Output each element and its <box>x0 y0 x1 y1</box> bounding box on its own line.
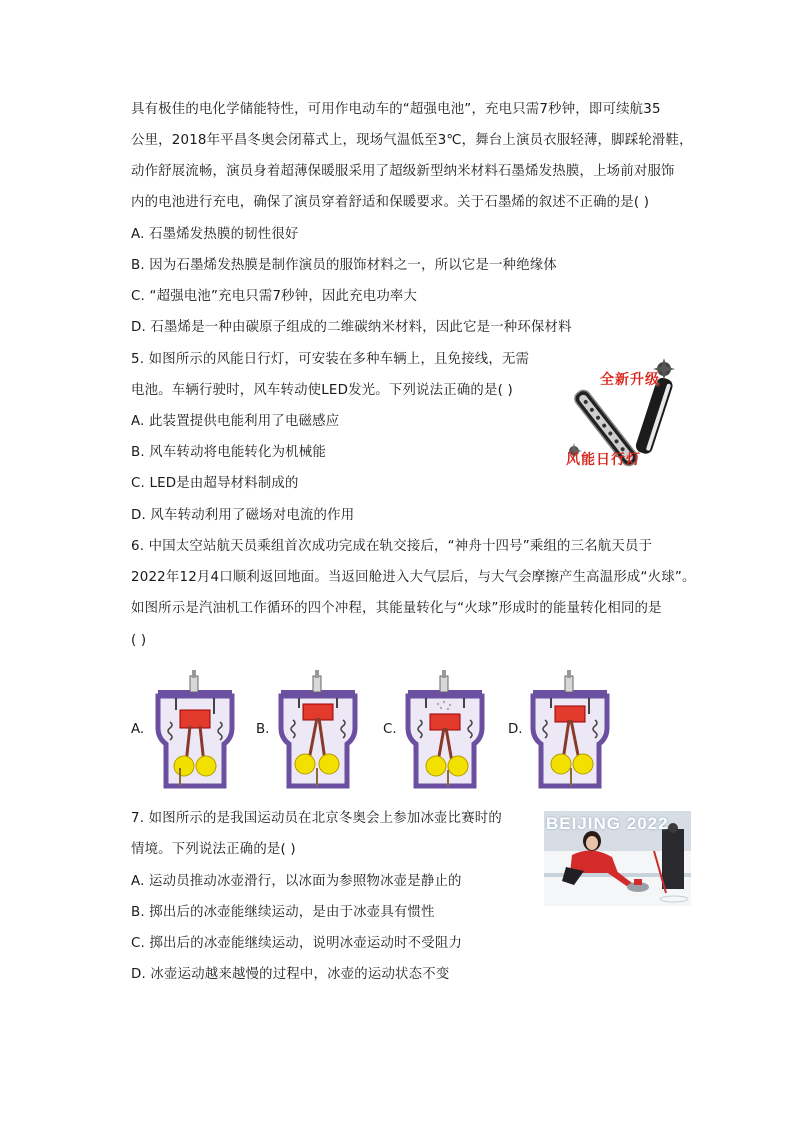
q4-text-line-2: 公里，2018年平昌冬奥会闭幕式上，现场气温低至3℃，舞台上演员衣服轻薄，脚踩轮滑鞋， <box>131 133 693 148</box>
q6-text-line-2: 2022年12月4口顺利返回地面。当返回舱进入大气层后，与大气会摩擦产生高温形成“火球”。 <box>131 570 696 585</box>
wind-lamp-upgrade-label: 全新升级 <box>600 372 660 388</box>
q6-text-line-3: 如图所示是汽油机工作循环的四个冲程，其能量转化与“火球”形成时的能量转化相同的是 <box>131 601 662 616</box>
q4-option-c: C. “超强电池”充电只需7秒钟，因此充电功率大 <box>131 289 418 304</box>
q5-text-line-2: 电池。车辆行驶时，风车转动使LED发光。下列说法正确的是( ) <box>131 383 513 398</box>
engine-stroke-b <box>273 668 363 794</box>
q6-text-line-1: 6. 中国太空站航天员乘组首次成功完成在轨交接后，“神舟十四号”乘组的三名航天员于 <box>131 539 653 554</box>
wind-lamp-name-label: 风能日行灯 <box>566 452 641 468</box>
q6-text-line-4: ( ) <box>131 633 147 648</box>
q5-option-b: B. 风车转动将电能转化为机械能 <box>131 445 326 460</box>
q6-option-c-label: C. <box>383 722 397 737</box>
q7-option-d: D. 冰壶运动越来越慢的过程中，冰壶的运动状态不变 <box>131 967 450 982</box>
q5-text-line-1: 5. 如图所示的风能日行灯，可安装在多种车辆上，且免接线，无需 <box>131 352 530 367</box>
q4-option-d: D. 石墨烯是一种由碳原子组成的二维碳纳米材料，因此它是一种环保材料 <box>131 320 572 335</box>
beijing-2022-banner: BEIJING 2022 <box>546 814 669 833</box>
q4-option-b: B. 因为石墨烯发热膜是制作演员的服饰材料之一，所以它是一种绝缘体 <box>131 258 558 273</box>
q6-option-a-label: A. <box>131 722 145 737</box>
q4-option-a: A. 石墨烯发热膜的韧性很好 <box>131 227 299 242</box>
q4-text-line-3: 动作舒展流畅，演员身着超薄保暖服采用了超级新型纳米材料石墨烯发热膜，上场前对服饰 <box>131 164 675 179</box>
q4-text-line-4: 内的电池进行充电，确保了演员穿着舒适和保暖要求。关于石墨烯的叙述不正确的是( ) <box>131 195 650 210</box>
engine-stroke-d <box>525 668 615 794</box>
q7-option-a: A. 运动员推动冰壶滑行，以冰面为参照物冰壶是静止的 <box>131 874 462 889</box>
q5-option-a: A. 此装置提供电能利用了电磁感应 <box>131 414 340 429</box>
curling-photo <box>544 811 691 906</box>
q5-option-d: D. 风车转动利用了磁场对电流的作用 <box>131 508 355 523</box>
q7-option-c: C. 掷出后的冰壶能继续运动，说明冰壶运动时不受阻力 <box>131 936 463 951</box>
q4-text-line-1: 具有极佳的电化学储能特性，可用作电动车的“超强电池”，充电只需7秒钟，即可续航35 <box>131 102 661 117</box>
q7-text-line-1: 7. 如图所示的是我国运动员在北京冬奥会上参加冰壶比赛时的 <box>131 811 502 826</box>
engine-stroke-a <box>150 668 240 794</box>
q6-option-d-label: D. <box>508 722 523 737</box>
q5-option-c: C. LED是由超导材料制成的 <box>131 476 299 491</box>
wind-lamp-figure <box>560 355 685 475</box>
q6-option-b-label: B. <box>256 722 270 737</box>
engine-stroke-c <box>400 668 490 794</box>
q7-text-line-2: 情境。下列说法正确的是( ) <box>131 842 296 857</box>
q7-option-b: B. 掷出后的冰壶能继续运动，是由于冰壶具有惯性 <box>131 905 435 920</box>
